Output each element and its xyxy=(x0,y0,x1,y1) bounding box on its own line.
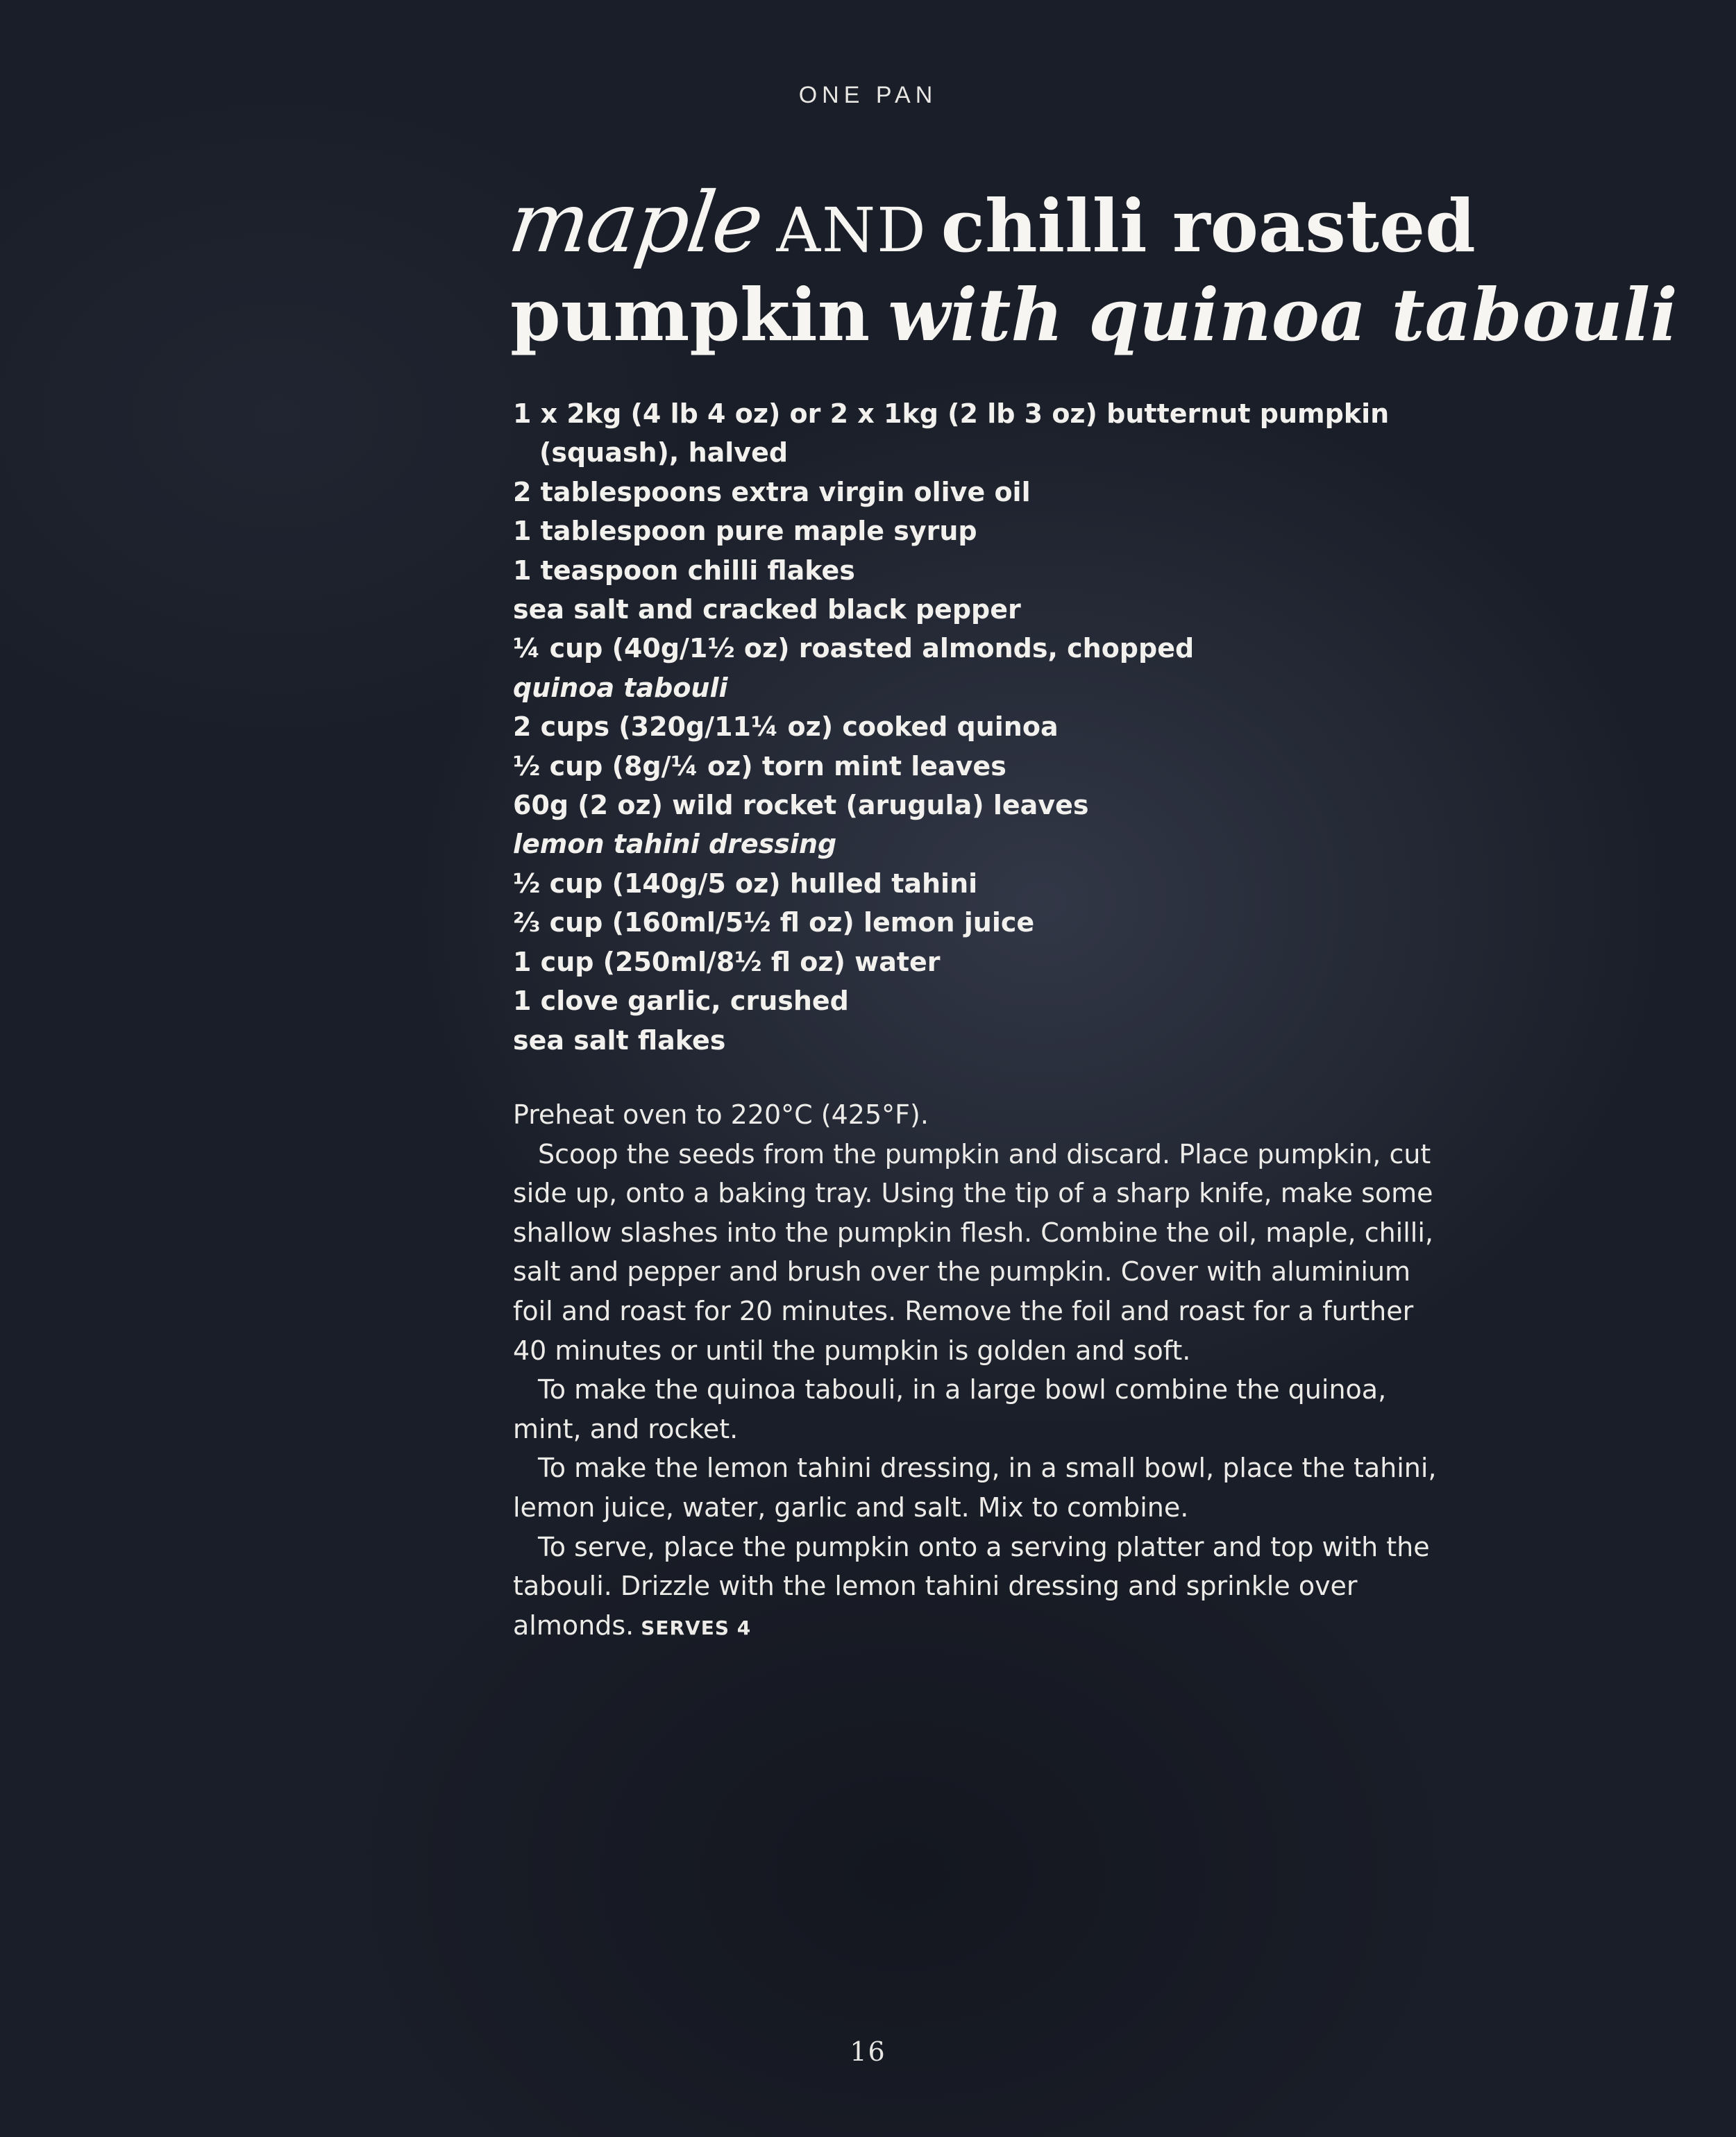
method-paragraph: Scoop the seeds from the pumpkin and discard. Place pumpkin, cut side up, onto a baking tray. Using the tip of a sharp knife, make some shallow slashes into the pumpkin flesh. Combine the oil, maple, chilli, salt and pepper and brush over the pumpkin. Cover with aluminium foil and roast for 20 minutes. Remove the foil and roast for a further 40 minutes or until the pumpkin is golden and soft. xyxy=(513,1138,1433,1366)
title-caps-word: AND xyxy=(776,194,927,266)
serves-label: SERVES 4 xyxy=(641,1616,752,1639)
ingredient-subheading: quinoa tabouli xyxy=(513,672,728,703)
ingredient-item: 2 tablespoons extra virgin olive oil xyxy=(513,476,1031,507)
title-line-2 xyxy=(510,272,1690,357)
title-line1-rest: chilli roasted xyxy=(941,183,1476,269)
ingredient-item: 1 cup (250ml/8½ fl oz) water xyxy=(513,946,941,977)
ingredient-item: ½ cup (8g/¼ oz) torn mint leaves xyxy=(513,750,1006,782)
ingredient-item: 60g (2 oz) wild rocket (arugula) leaves xyxy=(513,790,1089,821)
title-line-1 xyxy=(503,175,1690,279)
method-paragraph: Preheat oven to 220°C (425°F). xyxy=(513,1099,929,1130)
ingredient-item: ¼ cup (40g/1½ oz) roasted almonds, chopped xyxy=(513,633,1195,664)
ingredient-item: ½ cup (140g/5 oz) hulled tahini xyxy=(513,868,978,899)
ingredient-item: sea salt flakes xyxy=(513,1024,726,1056)
method-text xyxy=(513,1095,1443,1648)
ingredient-item: 1 x 2kg (4 lb 4 oz) or 2 x 1kg (2 lb 3 oz) butternut pumpkin (squash), halved xyxy=(513,398,1390,468)
recipe-title xyxy=(503,175,1690,357)
ingredient-item: 1 teaspoon chilli flakes xyxy=(513,555,855,586)
method-paragraph: To make the quinoa tabouli, in a large bowl combine the quinoa, mint, and rocket. xyxy=(513,1374,1387,1444)
page-number: 16 xyxy=(850,2036,886,2067)
ingredient-item: 1 clove garlic, crushed xyxy=(513,986,849,1017)
method-paragraph: To make the lemon tahini dressing, in a small bowl, place the tahini, lemon juice, water, garlic and salt. Mix to combine. xyxy=(513,1453,1437,1523)
ingredients-list xyxy=(513,394,1485,1060)
ingredient-item: sea salt and cracked black pepper xyxy=(513,594,1021,625)
section-header: ONE PAN xyxy=(798,82,938,108)
title-script-word: maple xyxy=(503,175,768,271)
method-paragraph-final xyxy=(513,1528,1443,1648)
ingredient-item: ⅔ cup (160ml/5½ fl oz) lemon juice xyxy=(513,907,1035,938)
method-paragraph-text: To serve, place the pumpkin onto a serving platter and top with the tabouli. Drizzle with the lemon tahini dressing and sprinkle over almonds. xyxy=(513,1531,1430,1641)
ingredient-item: 1 tablespoon pure maple syrup xyxy=(513,516,977,547)
title-line2-main: pumpkin xyxy=(510,272,870,357)
title-line2-italic: with quinoa tabouli xyxy=(888,272,1678,357)
ingredient-subheading: lemon tahini dressing xyxy=(513,829,837,860)
ingredient-item: 2 cups (320g/11¼ oz) cooked quinoa xyxy=(513,711,1059,743)
